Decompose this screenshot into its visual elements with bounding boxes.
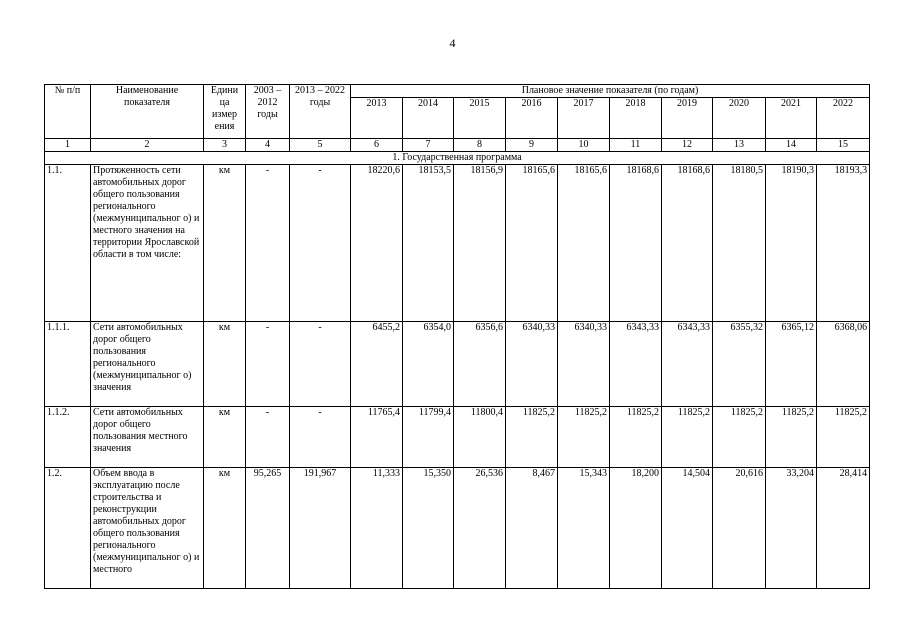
row-value: 6343,33: [610, 322, 662, 407]
row-value: 18220,6: [351, 165, 403, 322]
header-row: [45, 85, 870, 98]
row-value: 6356,6: [454, 322, 506, 407]
header-year: 2013: [351, 98, 403, 139]
row-value: 11825,2: [766, 407, 817, 468]
header-2013-2022: 2013 – 2022 годы: [290, 85, 351, 139]
header-unit: Едини ца измер ения: [204, 85, 246, 139]
row-value: 6368,06: [817, 322, 870, 407]
row-value-2003-2012: -: [246, 165, 290, 322]
row-value: 18190,3: [766, 165, 817, 322]
section-row: [45, 152, 870, 165]
row-value-2003-2012: -: [246, 407, 290, 468]
row-value: 18168,6: [610, 165, 662, 322]
column-number: 9: [506, 139, 558, 152]
row-value: 6343,33: [662, 322, 713, 407]
row-value: 11825,2: [558, 407, 610, 468]
column-number: 1: [45, 139, 91, 152]
column-number: 7: [403, 139, 454, 152]
row-name: Сети автомобильных дорог общего пользования местного значения: [91, 407, 204, 468]
header-2003-2012: 2003 – 2012 годы: [246, 85, 290, 139]
row-value: 33,204: [766, 468, 817, 589]
header-year: 2022: [817, 98, 870, 139]
row-value: 18168,6: [662, 165, 713, 322]
column-number: 5: [290, 139, 351, 152]
row-name: Объем ввода в эксплуатацию после строительства и реконструкции автомобильных дорог общего пользования регионального (межмуниципальног о) и местного: [91, 468, 204, 589]
row-value: 18,200: [610, 468, 662, 589]
column-number: 2: [91, 139, 204, 152]
row-value: 6354,0: [403, 322, 454, 407]
row-value-2003-2012: -: [246, 322, 290, 407]
row-unit: км: [204, 468, 246, 589]
row-value: 6365,12: [766, 322, 817, 407]
row-value: 18180,5: [713, 165, 766, 322]
row-value: 18153,5: [403, 165, 454, 322]
row-value: 28,414: [817, 468, 870, 589]
row-name: Протяженность сети автомобильных дорог общего пользования регионального (межмуниципальног о) и местного значения на территории Ярославской области в том числе:: [91, 165, 204, 322]
column-numbers-row: [45, 139, 870, 152]
column-number: 4: [246, 139, 290, 152]
row-value: 11799,4: [403, 407, 454, 468]
row-value: 6340,33: [558, 322, 610, 407]
row-value-2003-2012: 95,265: [246, 468, 290, 589]
row-value: 11,333: [351, 468, 403, 589]
row-value: 20,616: [713, 468, 766, 589]
row-num: 1.1.2.: [45, 407, 91, 468]
table-row: [45, 468, 870, 589]
row-value: 15,350: [403, 468, 454, 589]
row-value-2013-2022: -: [290, 322, 351, 407]
row-value: 11800,4: [454, 407, 506, 468]
row-value: 15,343: [558, 468, 610, 589]
header-plan: Плановое значение показателя (по годам): [351, 85, 870, 98]
row-unit: км: [204, 407, 246, 468]
row-value: 18165,6: [558, 165, 610, 322]
table-row: [45, 407, 870, 468]
header-year: 2018: [610, 98, 662, 139]
column-number: 14: [766, 139, 817, 152]
header-year: 2019: [662, 98, 713, 139]
column-number: 11: [610, 139, 662, 152]
row-value-2013-2022: -: [290, 165, 351, 322]
row-value: 26,536: [454, 468, 506, 589]
column-number: 12: [662, 139, 713, 152]
indicators-table: [44, 84, 870, 589]
header-year: 2017: [558, 98, 610, 139]
row-value: 11825,2: [817, 407, 870, 468]
row-value: 6340,33: [506, 322, 558, 407]
column-number: 8: [454, 139, 506, 152]
header-year: 2016: [506, 98, 558, 139]
header-year: 2015: [454, 98, 506, 139]
row-num: 1.1.1.: [45, 322, 91, 407]
row-value: 11825,2: [506, 407, 558, 468]
column-number: 10: [558, 139, 610, 152]
row-value: 8,467: [506, 468, 558, 589]
row-unit: км: [204, 165, 246, 322]
row-unit: км: [204, 322, 246, 407]
row-value: 11765,4: [351, 407, 403, 468]
section-title: 1. Государственная программа: [45, 152, 870, 165]
column-number: 15: [817, 139, 870, 152]
table-row: [45, 165, 870, 322]
row-name: Сети автомобильных дорог общего пользования регионального (межмуниципальног о) значения: [91, 322, 204, 407]
row-value: 11825,2: [610, 407, 662, 468]
row-num: 1.2.: [45, 468, 91, 589]
column-number: 6: [351, 139, 403, 152]
header-name: Наименование показателя: [91, 85, 204, 139]
header-year: 2020: [713, 98, 766, 139]
header-num: № п/п: [45, 85, 91, 139]
row-value: 18193,3: [817, 165, 870, 322]
row-value-2013-2022: 191,967: [290, 468, 351, 589]
column-number: 3: [204, 139, 246, 152]
column-number: 13: [713, 139, 766, 152]
row-value: 11825,2: [713, 407, 766, 468]
page-number: 4: [449, 36, 456, 50]
row-value-2013-2022: -: [290, 407, 351, 468]
row-value: 11825,2: [662, 407, 713, 468]
row-num: 1.1.: [45, 165, 91, 322]
table-row: [45, 322, 870, 407]
header-year: 2021: [766, 98, 817, 139]
row-value: 18165,6: [506, 165, 558, 322]
row-value: 6455,2: [351, 322, 403, 407]
row-value: 14,504: [662, 468, 713, 589]
row-value: 6355,32: [713, 322, 766, 407]
row-value: 18156,9: [454, 165, 506, 322]
header-year: 2014: [403, 98, 454, 139]
